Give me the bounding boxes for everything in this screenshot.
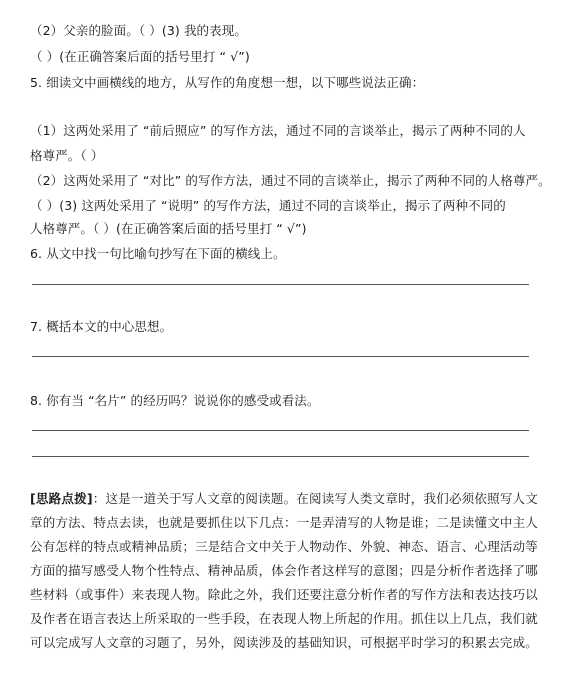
answer-line[interactable] [32,430,529,431]
question-5-option-1: （1）这两处采用了 “前后照应” 的写作方法，通过不同的言谈举止，揭示了两种不同的人 [30,123,526,138]
question-5-option-2: （2）这两处采用了 “对比” 的写作方法，通过不同的言谈举止，揭示了两种不同的人格尊严。 [30,173,551,188]
question-5-prompt: 5. 细读文中画横线的地方，从写作的角度想一想，以下哪些说法正确： [30,75,425,90]
hint-paragraph [30,487,538,655]
hint-label: [思路点拨] [30,491,93,506]
question-5-option-3-cont: 人格尊严。（ ）(在正确答案后面的括号里打 “ √”) [30,221,307,236]
question-5-option-3: （ ）(3) 这两处采用了 “说明” 的写作方法，通过不同的言谈举止，揭示了两种不同的 [30,198,506,213]
question-5-option-1-cont: 格尊严。（ ） [30,148,104,163]
question-7-prompt: 7. 概括本文的中心思想。 [30,319,173,334]
answer-line[interactable] [32,284,529,285]
question-8-prompt: 8. 你有当 “名片” 的经历吗？说说你的感受或看法。 [30,393,320,408]
question-4-option-2-3: （2）父亲的脸面。（ ）(3) 我的表现。 [30,23,247,38]
answer-line[interactable] [32,356,529,357]
hint-body: ：这是一道关于写人文章的阅读题。在阅读写人类文章时，我们必须依照写人文章的方法、特点去读，也就是要抓住以下几点：一是弄清写的人物是谁；二是读懂文中主人公有怎样的特点或精神品质；三是结合文中关于人物动作、外貌、神态、语言、心理活动等方面的描写感受人物个性特点、精神品质，体会作者这样写的意图；四是分析作者选择了哪些材料（或事件）来表现人物。除此之外，我们还要注意分析作者的写作方法和表达技巧以及作者在语言表达上所采取的一些手段，在表现人物上所起的作用。抓住以上几点，我们就可以完成写人文章的习题了，另外，阅读涉及的基础知识，可根据平时学习的积累去完成。 [30,491,539,650]
question-4-instruction: （ ）(在正确答案后面的括号里打 “ √”) [30,49,250,64]
answer-line[interactable] [32,456,529,457]
question-6-prompt: 6. 从文中找一句比喻句抄写在下面的横线上。 [30,246,286,261]
